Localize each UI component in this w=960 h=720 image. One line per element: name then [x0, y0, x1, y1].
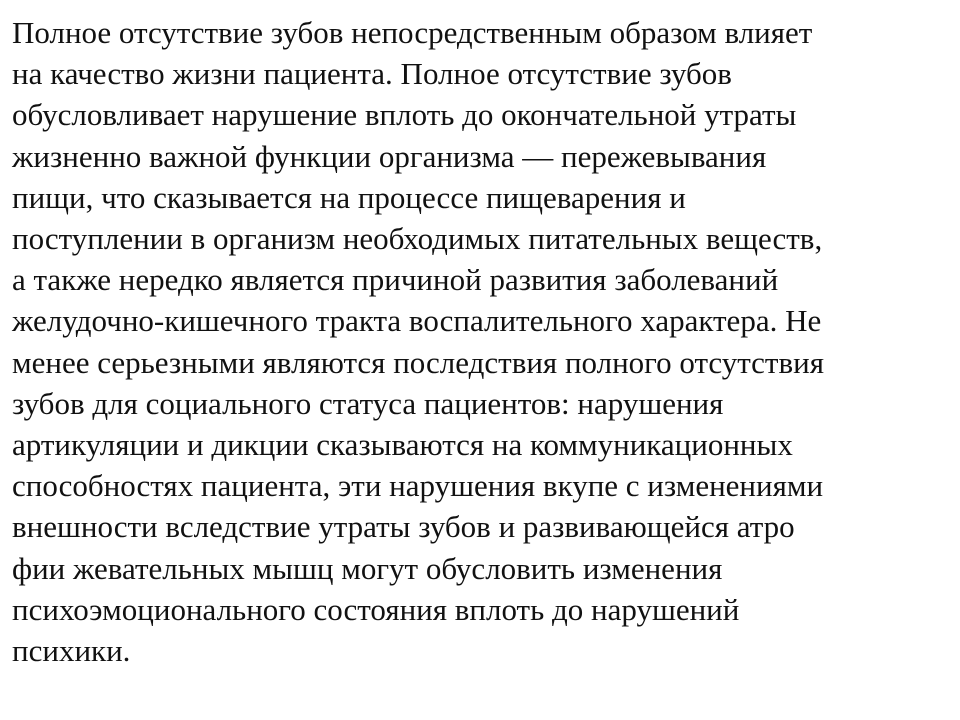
paragraph-line: артикуляции и дикции сказываются на коммуникационных: [12, 427, 793, 463]
paragraph-line: фии жевательных мышц могут обусловить изменения: [12, 550, 723, 586]
paragraph-line: менее серьезными являются последствия полного отсутствия: [12, 344, 824, 380]
body-paragraph: [12, 12, 952, 671]
paragraph-line: Полное отсутствие зубов непосредственным образом влияет: [12, 15, 813, 50]
paragraph-line: пищи, что сказывается на процессе пищеварения и: [12, 179, 686, 215]
paragraph-line: поступлении в организм необходимых питательных веществ,: [12, 221, 823, 257]
paragraph-line: зубов для социального статуса пациентов: нарушения: [12, 385, 724, 421]
paragraph-line: на качество жизни пациента. Полное отсутствие зубов: [12, 56, 732, 92]
paragraph-line: внешности вследствие утраты зубов и развивающейся атро: [12, 509, 795, 545]
paragraph-line: обусловливает нарушение вплоть до окончательной утраты: [12, 97, 797, 133]
paragraph-line: желудочно-кишечного тракта воспалительного характера. Не: [12, 303, 822, 339]
paragraph-line: способностях пациента, эти нарушения вкупе с изменениями: [12, 468, 824, 504]
paragraph-line: жизненно важной функции организма — пережевывания: [12, 138, 767, 174]
paragraph-line: а также нередко является причиной развития заболеваний: [12, 262, 779, 298]
paragraph-line: психоэмоционального состояния вплоть до нарушений: [12, 591, 740, 627]
paragraph-line: психики.: [12, 633, 131, 669]
